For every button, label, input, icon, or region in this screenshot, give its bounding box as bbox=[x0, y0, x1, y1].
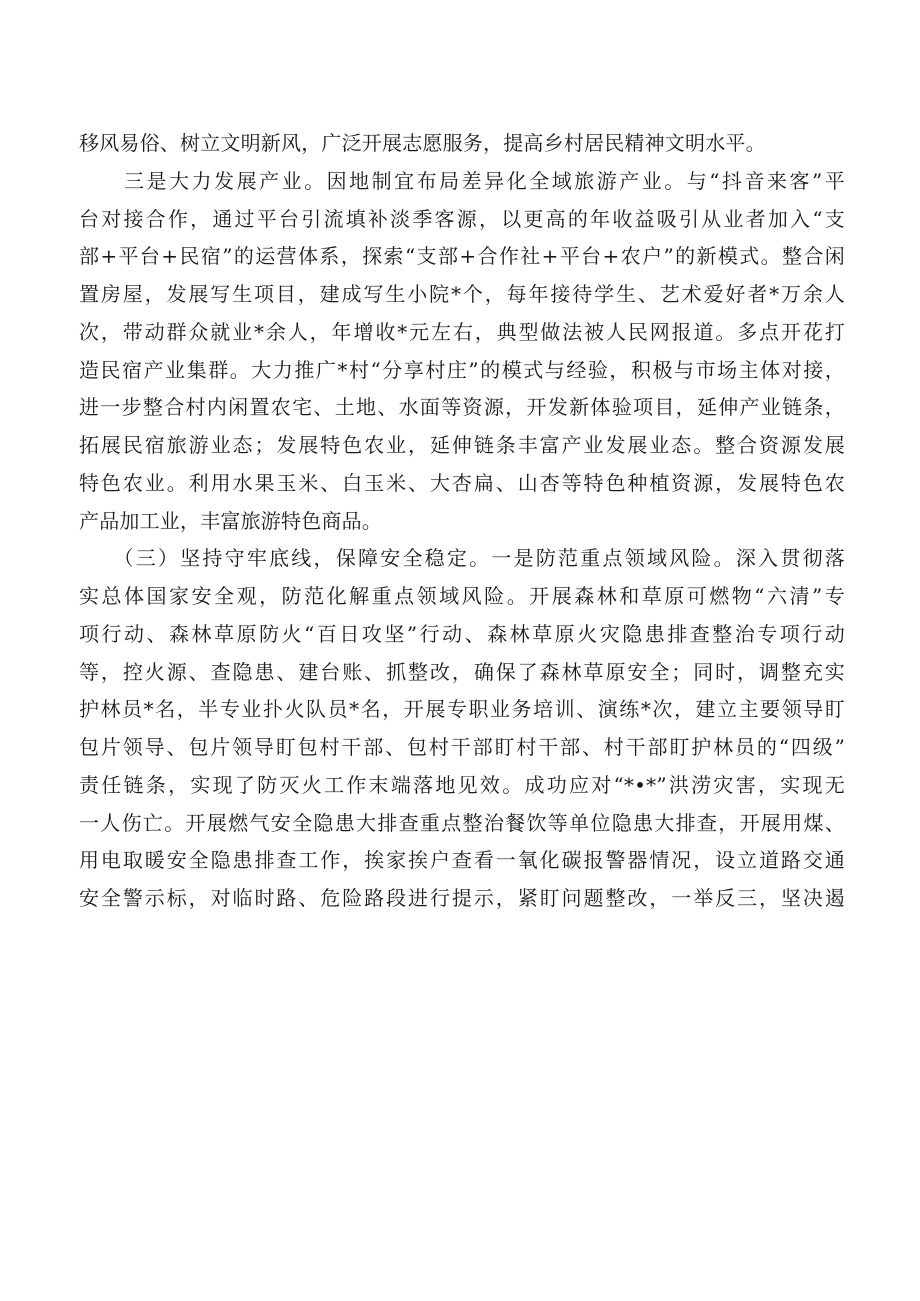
text-line: 责任链条，实现了防灭火工作末端落地见效。成功应对“*•*”洪涝灾害，实现无 bbox=[79, 772, 845, 797]
text-line: 移风易俗、树立文明新风，广泛开展志愿服务，提高乡村居民精神文明水平。 bbox=[79, 131, 766, 155]
text-line: 次，带动群众就业*余人，年增收*元左右，典型做法被人民网报道。多点开花打 bbox=[79, 319, 845, 344]
text-line: 部+平台+民宿”的运营体系，探索“支部+合作社+平台+农户”的新模式。整合闲 bbox=[79, 244, 845, 269]
text-line: 造民宿产业集群。大力推广*村“分享村庄”的模式与经验，积极与市场主体对接， bbox=[79, 357, 845, 382]
text-line: 实总体国家安全观，防范化解重点领域风险。开展森林和草原可燃物“六清”专 bbox=[79, 584, 845, 608]
text-line: 拓展民宿旅游业态；发展特色农业，延伸链条丰富产业发展业态。整合资源发展 bbox=[79, 433, 845, 457]
text-line: 台对接合作，通过平台引流填补淡季客源，以更高的年收益吸引从业者加入“支 bbox=[79, 206, 845, 231]
text-line: 三是大力发展产业。因地制宜布局差异化全域旅游产业。与“抖音来客”平 bbox=[79, 168, 845, 193]
text-line: 用电取暖安全隐患排查工作，挨家挨户查看一氧化碳报警器情况，设立道路交通 bbox=[79, 848, 845, 873]
text-line: 特色农业。利用水果玉米、白玉米、大杏扁、山杏等特色种植资源，发展特色农 bbox=[79, 470, 845, 495]
text-line: 安全警示标，对临时路、危险路段进行提示，紧盯问题整改，一举反三，坚决遏 bbox=[79, 886, 845, 910]
text-line: 进一步整合村内闲置农宅、土地、水面等资源，开发新体验项目，延伸产业链条， bbox=[79, 395, 845, 420]
text-line: 包片领导、包片领导盯包村干部、包村干部盯村干部、村干部盯护林员的“四级” bbox=[79, 735, 845, 759]
text-line: 护林员*名，半专业扑火队员*名，开展专职业务培训、演练*次，建立主要领导盯 bbox=[79, 697, 845, 722]
text-line: 置房屋，发展写生项目，建成写生小院*个，每年接待学生、艺术爱好者*万余人 bbox=[79, 282, 845, 306]
document-body bbox=[79, 125, 845, 918]
text-line: 一人伤亡。开展燃气安全隐患大排查重点整治餐饮等单位隐患大排查，开展用煤、 bbox=[79, 810, 845, 835]
text-line: 产品加工业，丰富旅游特色商品。 bbox=[79, 508, 382, 533]
text-line: 等，控火源、查隐患、建台账、抓整改，确保了森林草原安全；同时，调整充实 bbox=[79, 659, 845, 684]
text-line: （三）坚持守牢底线，保障安全稳定。一是防范重点领域风险。深入贯彻落 bbox=[79, 546, 845, 571]
text-line: 项行动、森林草原防火“百日攻坚”行动、森林草原火灾隐患排查整治专项行动 bbox=[79, 621, 845, 646]
